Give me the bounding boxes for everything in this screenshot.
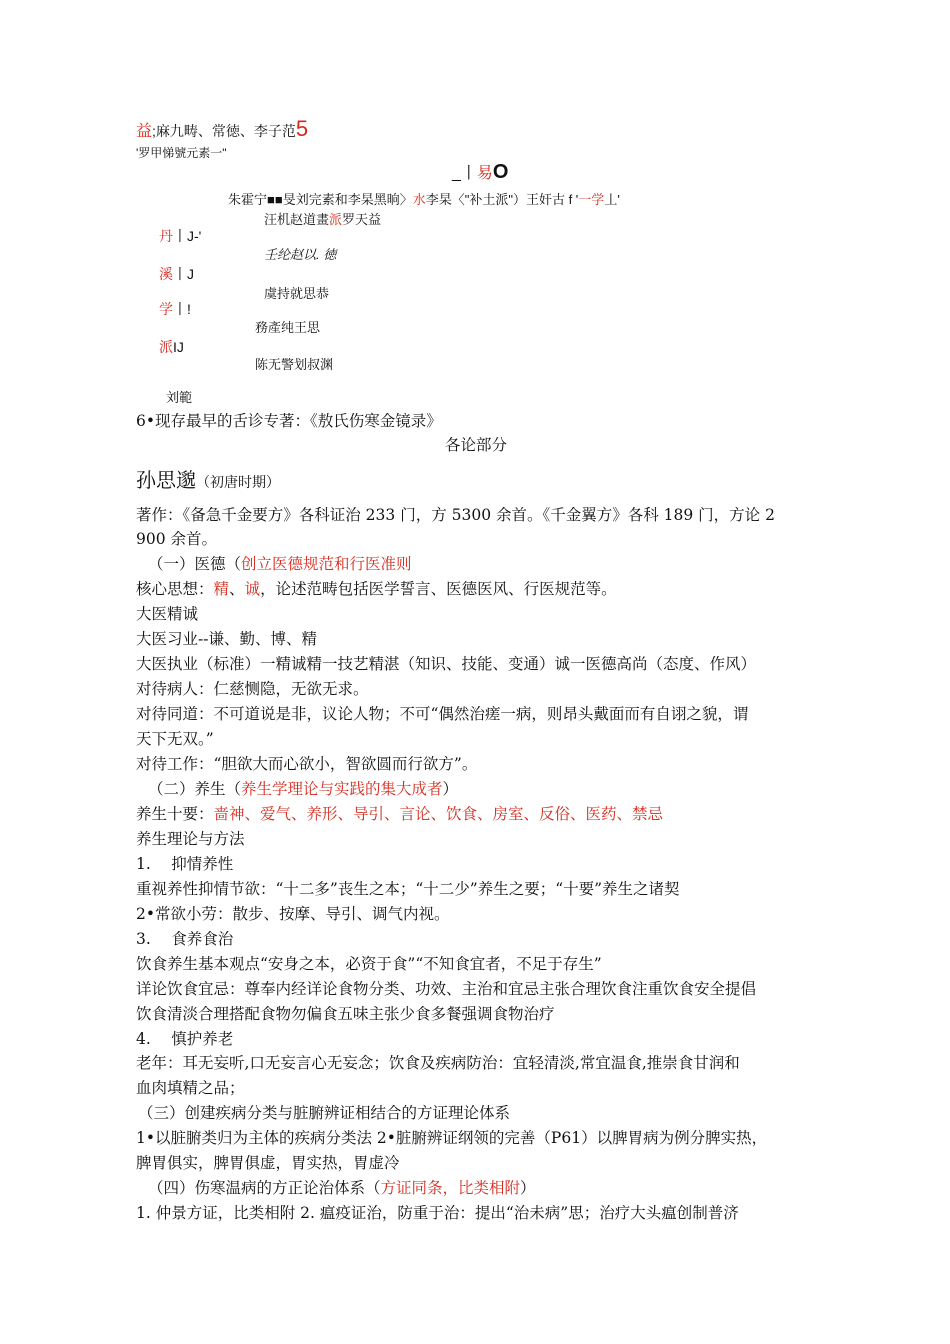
paragraph: 1. 仲景方证，比类相附 2. 瘟疫证治，防重于治：提出“治未病”思；治疗大头瘟创制普济 xyxy=(136,1204,739,1222)
text: 养生十要： xyxy=(136,805,214,823)
diagram-left-2 xyxy=(159,264,194,284)
diagram-red-char: 丹 xyxy=(159,228,173,244)
text: （一）医德（ xyxy=(148,555,242,573)
diagram-text: 丨J xyxy=(173,266,194,282)
diagram-red-number: 5 xyxy=(295,116,309,141)
list-item: 4. 慎护养老 xyxy=(136,1030,234,1048)
paragraph: 1•以脏腑类归为主体的疾病分类法 2•脏腑辨证纲领的完善（P61）以脾胃病为例分脾实热， xyxy=(136,1129,768,1147)
diagram-text: 丄' xyxy=(604,192,620,207)
paragraph: 对待工作：“胆欲大而心欲小，智欲圆而行欲方”。 xyxy=(136,755,478,773)
highlight-text: 创立医德规范和行医准则 xyxy=(241,555,412,573)
text: 核心思想： xyxy=(136,580,214,598)
paragraph: 对待同道：不可道说是非，议论人物；不可“偶然治瘥一病，则昂头戴面而有自诩之貌，谓 xyxy=(136,705,749,723)
diagram-line-2: '罗甲悌號元素一" xyxy=(136,146,227,160)
diagram-text: ;麻九畴、常徳、李子范 xyxy=(152,123,296,139)
section-heading: 各论部分 xyxy=(445,436,508,454)
diagram-line-6: 壬纶赵以. 徳 xyxy=(264,247,337,262)
diagram-circle-mark: O xyxy=(492,161,509,183)
paragraph: 重视养性抑情节欲：“十二多”丧生之本；“十二少”养生之要；“十要”养生之诸契 xyxy=(136,880,680,898)
text: （四）伤寒温病的方正论治体系（ xyxy=(148,1179,381,1197)
paragraph-ten-essentials xyxy=(136,804,663,824)
paragraph: 饮食清淡合理搭配食物勿偏食五味主张少食多餐强调食物治疗 xyxy=(136,1005,555,1023)
diagram-line-4 xyxy=(228,189,620,208)
subheading-classification: （三）创建疾病分类与脏腑辨证相结合的方证理论体系 xyxy=(138,1104,511,1122)
subheading-febrile xyxy=(148,1178,536,1198)
paragraph: 天下无双。” xyxy=(136,730,214,748)
list-item: 2•常欲小劳：散步、按摩、导引、调气内视。 xyxy=(136,905,450,923)
text: 、 xyxy=(229,580,245,598)
diagram-text: 丨J-' xyxy=(173,228,202,244)
diagram-left-4 xyxy=(159,337,184,357)
paragraph-tongue-diagnosis: 6•现存最早的舌诊专著：《敖氏伤寒金镜录》 xyxy=(136,412,442,430)
diagram-line-5 xyxy=(264,209,381,228)
diagram-line-1 xyxy=(136,116,308,142)
title-name: 孙思邈 xyxy=(136,468,196,492)
paragraph: 大医执业（标准）一精诚精一技艺精湛（知识、技能、变通）诚一医德高尚（态度、作风） xyxy=(136,655,757,673)
paragraph: 养生理论与方法 xyxy=(136,830,245,848)
diagram-line-7: 虞持就思恭 xyxy=(264,286,330,301)
paragraph: 血肉填精之品； xyxy=(136,1079,245,1097)
diagram-line-9: 陈无警划叔渊 xyxy=(255,357,334,372)
paragraph-works-cont: 900 余首。 xyxy=(136,530,218,548)
highlight-text: 精 xyxy=(213,580,230,598)
diagram-text: 汪机赵道畫 xyxy=(264,212,330,227)
text: （二）养生（ xyxy=(148,780,242,798)
diagram-red-char: 水 xyxy=(412,192,426,207)
diagram-left-3 xyxy=(159,299,191,319)
paragraph: 大医精诚 xyxy=(136,605,199,623)
text: ） xyxy=(520,1179,536,1197)
paragraph: 大医习业--谦、勤、博、精 xyxy=(136,630,317,648)
diagram-text: 李杲〈"补土派"）王奸古 f ' xyxy=(425,192,579,207)
diagram-text: 朱霍宁■■旻刘完素和李杲黑晌〉 xyxy=(228,192,413,207)
highlight-text: 方证同条，比类相附 xyxy=(380,1179,521,1197)
paragraph-works: 著作：《备急千金要方》各科证治 233 门，方 5300 余首。《千金翼方》各科 189 门，方论 2 xyxy=(136,506,775,524)
diagram-line-3 xyxy=(452,160,508,184)
diagram-red-char: 学 xyxy=(159,301,173,317)
text: ，论述范畴包括医学誓言、医德医风、行医规范等。 xyxy=(260,580,617,598)
title-note: （初唐时期） xyxy=(196,475,280,491)
diagram-text: 丨! xyxy=(173,301,191,317)
paragraph: 饮食养生基本观点“安身之本，必资于食”“不知食宜者，不足于存生” xyxy=(136,955,602,973)
diagram-text: IJ xyxy=(173,339,184,355)
diagram-line-8: 務產纯王思 xyxy=(255,320,321,335)
diagram-red-char: 益 xyxy=(136,123,153,140)
subheading-ethics xyxy=(148,554,412,574)
diagram-text: 罗天益 xyxy=(342,212,382,227)
diagram-text: _丨 xyxy=(452,165,477,182)
page-title xyxy=(136,464,280,493)
highlight-text: 诚 xyxy=(244,580,261,598)
list-item: 1. 抑情养性 xyxy=(136,855,234,873)
diagram-red-char: 一学 xyxy=(578,192,605,207)
list-item: 3. 食养食治 xyxy=(136,930,234,948)
diagram-line-10: 刘範 xyxy=(166,390,193,405)
subheading-health xyxy=(148,779,458,799)
highlight-text: 养生学理论与实践的集大成者 xyxy=(241,780,443,798)
diagram-red-char: 派 xyxy=(329,212,343,227)
paragraph: 脾胃俱实，脾胃俱虚，胃实热，胃虚冷 xyxy=(136,1154,400,1172)
diagram-red-char: 易 xyxy=(476,165,493,182)
paragraph: 详论饮食宜忌：尊奉内经详论食物分类、功效、主治和宜忌主张合理饮食注重饮食安全提倡 xyxy=(136,980,757,998)
diagram-red-char: 派 xyxy=(159,339,173,355)
paragraph: 对待病人：仁慈恻隐，无欲无求。 xyxy=(136,680,369,698)
text: ） xyxy=(442,780,459,798)
paragraph-core-idea xyxy=(136,579,617,599)
diagram-left-1 xyxy=(159,226,201,246)
paragraph: 老年：耳无妄听,口无妄言心无妄念；饮食及疾病防治：宜轻清淡,常宜温食,推崇食甘润和 xyxy=(136,1054,740,1072)
diagram-red-char: 溪 xyxy=(159,266,173,282)
highlight-text: 啬神、爱气、养形、导引、言论、饮食、房室、反俗、医药、禁忌 xyxy=(213,805,664,823)
